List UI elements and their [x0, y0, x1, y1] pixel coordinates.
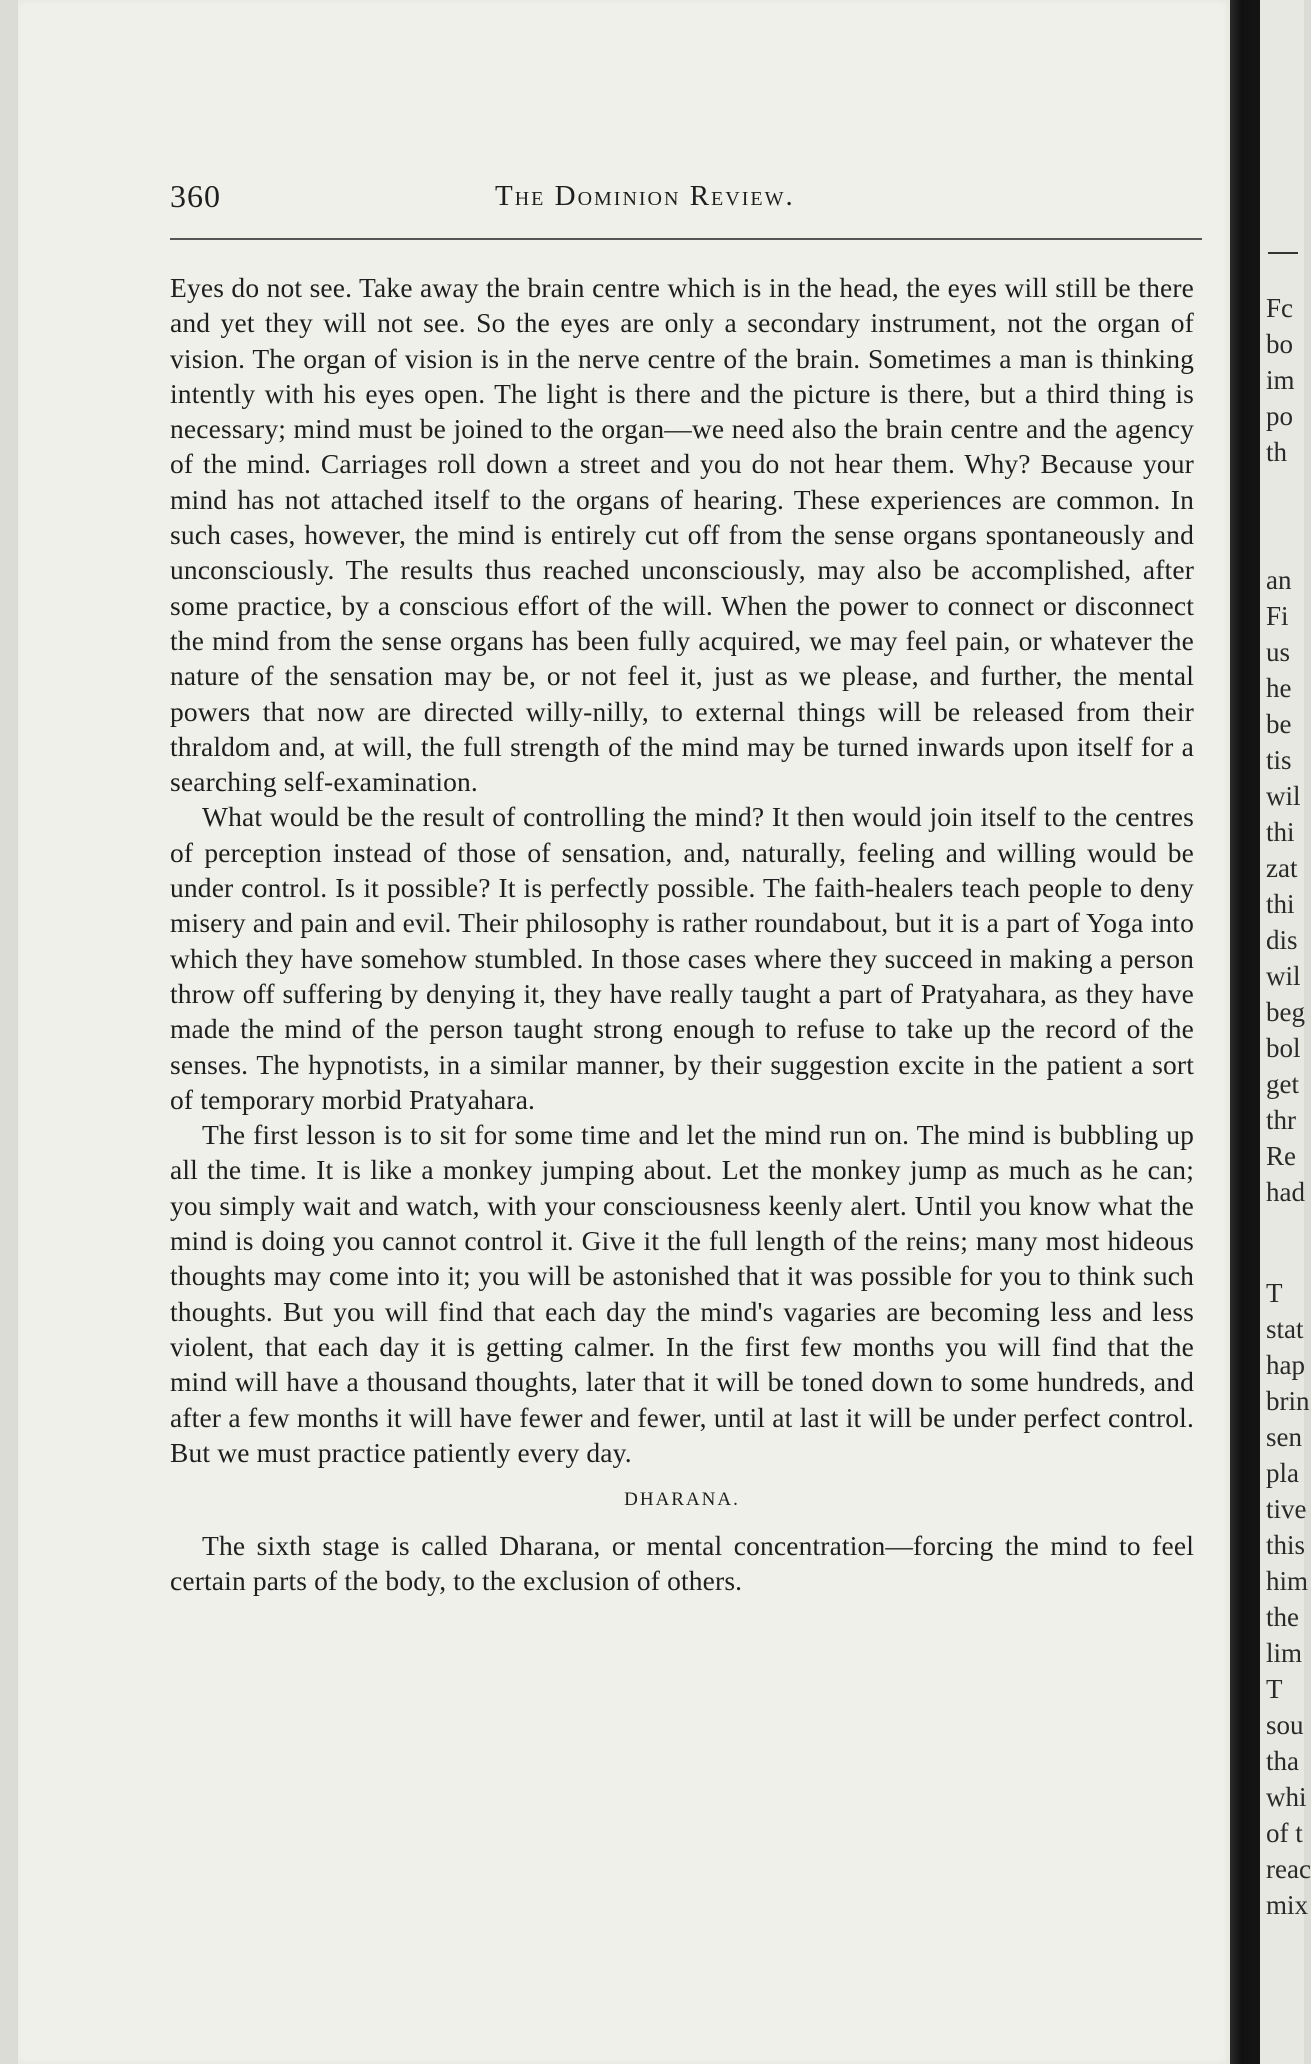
adjacent-fragment: lim	[1266, 1638, 1303, 1668]
book-gutter	[1230, 0, 1260, 2064]
adjacent-fragment: wil	[1266, 781, 1301, 811]
adjacent-fragment: Re	[1266, 1141, 1296, 1171]
adjacent-fragment: th	[1266, 437, 1288, 467]
journal-title: The Dominion Review.	[495, 180, 795, 212]
adjacent-fragment: whi	[1266, 1782, 1307, 1812]
adjacent-fragment: stat	[1266, 1314, 1304, 1344]
adjacent-fragment: pla	[1266, 1458, 1299, 1488]
adjacent-fragment: wil	[1266, 961, 1301, 991]
adjacent-fragment: dis	[1266, 925, 1298, 955]
adjacent-fragment: bo	[1266, 329, 1293, 359]
adjacent-fragment: T	[1266, 1278, 1283, 1308]
adjacent-page-edge	[1260, 0, 1311, 2064]
adjacent-fragment: tis	[1266, 745, 1292, 775]
adjacent-fragment: zat	[1266, 853, 1298, 883]
adjacent-fragment: be	[1266, 709, 1292, 739]
adjacent-fragment: get	[1266, 1069, 1299, 1099]
adjacent-fragment: T	[1266, 1674, 1283, 1704]
adjacent-fragment: thi	[1266, 817, 1295, 847]
adjacent-fragment: Fc	[1266, 293, 1293, 323]
adjacent-fragment: bol	[1266, 1033, 1301, 1063]
adjacent-fragment: us	[1266, 637, 1291, 667]
adjacent-fragment: po	[1266, 401, 1293, 431]
paragraph-2: What would be the result of controlling the mind? It then would join itself to the centres of perception instead of those of sensation, and, naturally, feeling and willing would be under control. Is it possible? It is perfectly possible. The faith-healers teach people to deny misery and pain and evil. Their philosophy is rather roundabout, but it is a part of Yoga into which they have somehow stumbled. In those cases where they succeed in making a person throw off suffering by denying it, they have really taught a part of Pratyahara, as they have made the mind of the person taught strong enough to refuse to take up the record of the senses. The hypnotists, in a similar manner, by their suggestion excite in the patient a sort of temporary morbid Pratyahara.	[170, 801, 1194, 1115]
adjacent-fragment: tha	[1266, 1746, 1299, 1776]
adjacent-fragment: thi	[1266, 889, 1295, 919]
adjacent-fragment: reac	[1266, 1854, 1311, 1884]
paragraph-3: The first lesson is to sit for some time and let the mind run on. The mind is bubbling up all the time. It is like a monkey jumping about. Let the monkey jump as much as he can; you simply wait and watch, with your consciousness keenly alert. Until you know what the mind is doing you cannot control it. Give it the full length of the reins; many most hideous thoughts may come into it; you will be astonished that it was possible for you to think such thoughts. But you will find that each day the mind's vagaries are becoming less and less violent, that each day it is getting calmer. In the first few months you will find that the mind will have a thousand thoughts, later that it will be toned down to some hundreds, and after a few months it will have fewer and fewer, until at last it will be under perfect control. But we must practice patiently every day.	[170, 1119, 1194, 1468]
adjacent-fragment: beg	[1266, 997, 1305, 1027]
adjacent-fragment: Fi	[1266, 601, 1289, 631]
adjacent-fragment: sen	[1266, 1422, 1302, 1452]
adjacent-fragment: he	[1266, 673, 1292, 703]
adjacent-fragment: im	[1266, 365, 1295, 395]
adjacent-page-rule	[1268, 252, 1298, 254]
adjacent-fragment: him	[1266, 1566, 1309, 1596]
header-rule	[170, 238, 1202, 240]
running-head	[170, 178, 1190, 218]
adjacent-fragment: this	[1266, 1530, 1306, 1560]
adjacent-fragment: mix	[1266, 1890, 1309, 1920]
adjacent-fragment: had	[1266, 1177, 1305, 1207]
section-heading: DHARANA.	[624, 1489, 740, 1511]
page-number: 360	[170, 178, 221, 214]
adjacent-fragment: of t	[1266, 1818, 1303, 1848]
adjacent-fragment: the	[1266, 1602, 1299, 1632]
adjacent-fragment: hap	[1266, 1350, 1305, 1380]
paragraph-final: The sixth stage is called Dharana, or mental concentration—forcing the mind to feel certain parts of the body, to the exclusion of others.	[170, 1530, 1194, 1597]
article-body	[170, 270, 1194, 1599]
adjacent-fragment: sou	[1266, 1710, 1304, 1740]
adjacent-fragment: brin	[1266, 1386, 1310, 1416]
adjacent-fragment: thr	[1266, 1105, 1296, 1135]
adjacent-fragment: tive	[1266, 1494, 1307, 1524]
adjacent-fragment: an	[1266, 565, 1292, 595]
paragraph-1: Eyes do not see. Take away the brain centre which is in the head, the eyes will still be there and yet they will not see. So the eyes are only a secondary instrument, not the organ of vision. The organ of vision is in the nerve centre of the brain. Sometimes a man is thinking intently with his eyes open. The light is there and the picture is there, but a third thing is necessary; mind must be joined to the organ—we need also the brain centre and the agency of the mind. Carriages roll down a street and you do not hear them. Why? Because your mind has not attached itself to the organs of hearing. These experiences are common. In such cases, however, the mind is entirely cut off from the sense organs spontaneously and unconsciously. The results thus reached unconsciously, may also be accomplished, after some practice, by a conscious effort of the will. When the power to connect or disconnect the mind from the sense organs has been fully acquired, we may feel pain, or whatever the nature of the sensation may be, or not feel it, just as we please, and further, the mental powers that now are directed willy-nilly, to external things will be released from their thraldom and, at will, the full strength of the mind may be turned inwards upon itself for a searching self-examination.	[170, 272, 1194, 798]
